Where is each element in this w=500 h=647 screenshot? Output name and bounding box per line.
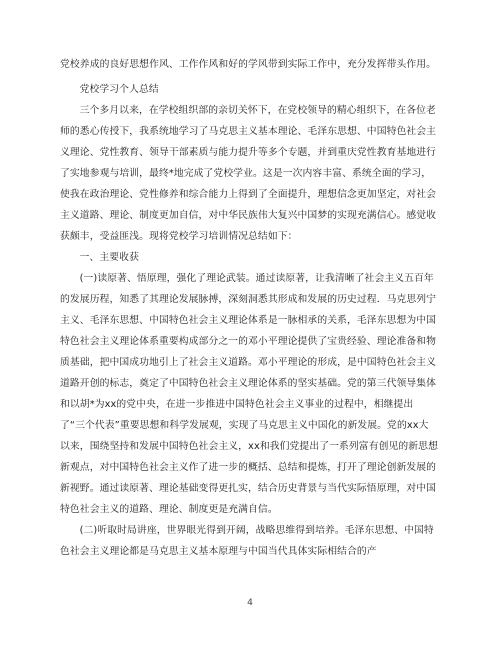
paragraph-main-gain-2: (二)听取时局讲座，世界眼光得到开阔，战略思维得到培养。毛泽东思想、中国特色社会主义理论都是马克思主义基本原理与中国当代具体实际相结合的产 <box>60 525 434 557</box>
paragraph-intro: 三个多月以来，在学校组织部的亲切关怀下，在党校领导的精心组织下，在各位老师的悉心传授下，我系统地学习了马克思主义基本理论、毛泽东思想、中国特色社会主义理论、党性教育、领导干部素质与能力提升等多个专题，并到重庆党性教育基地进行了实地参观与培训，最终*地完成了党校学业。这是一次内容丰富、系统全面的学习，使我在政治理论、党性修养和综合能力上得到了全面提升，理想信念更加坚定，对社会主义道路、理论、制度更加自信，对中华民族伟大复兴中国梦的实现充满信心。感觉收获颇丰，受益匪浅。现将党校学习培训情况总结如下： <box>60 105 437 242</box>
section-title: 党校学习个人总结 <box>79 84 159 95</box>
document-body <box>60 54 438 562</box>
paragraph-main-gain-1: (一)读原著、悟原理，强化了理论武装。通过读原著，让我清晰了社会主义五百年的发展历程，知悉了其理论发展脉搏，深刻洞悉其形成和发展的历史过程．马克思列宁主义、毛泽东思想、中国特色社会主义理论体系是一脉相承的关系，毛泽东思想为中国特色社会主义理论体系重要构成部分之一的邓小平理论提供了宝贵经验、理论准备和物质基础，把中国成功地引上了社会主义道路。邓小平理论的形成，是中国特色社会主义道路开创的标志，奠定了中国特色社会主义理论体系的坚实基础。党的第三代领导集体和以胡*为xx的党中央，在进一步推进中国特色社会主义事业的过程中，相继提出了“三个代表”重要思想和科学发展观，实现了马克思主义中国化的新发展。党的xx大以来，围绕坚持和发展中国特色社会主义，xx和我们党提出了一系列富有创见的新思想新观点，对中国特色社会主义作了进一步的概括、总结和提炼，打开了理论创新发展的新视野。通过读原著、理论基础变得更扎实，结合历史背景与当代实际悟原理，对中国特色社会主义的道路、理论、制度更是充满自信。 <box>60 273 438 515</box>
paragraph-continuation: 党校养成的良好思想作风、工作作风和好的学风带到实际工作中，充分发挥带头作用。 <box>60 59 437 70</box>
section-heading: 一、主要收获 <box>79 252 139 263</box>
page-number: 4 <box>247 598 253 608</box>
